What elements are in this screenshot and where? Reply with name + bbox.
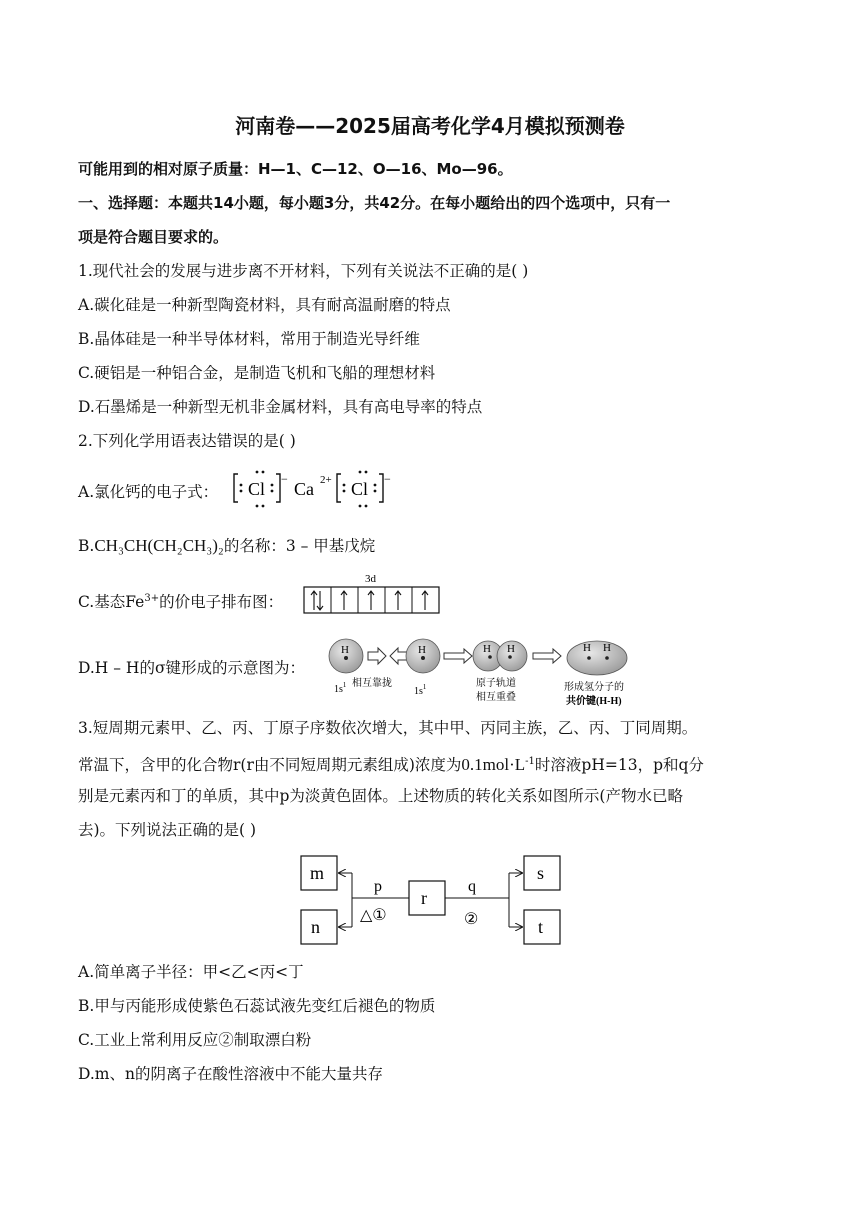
- ca-charge: 2+: [320, 474, 332, 486]
- q2-option-d: D.H – H的σ键形成的示意图为：: [78, 659, 306, 677]
- overlap-label-1: 原子轨道: [476, 678, 516, 689]
- approach-label: 相互靠拢: [352, 678, 392, 689]
- q2-option-a: [78, 481, 218, 503]
- label-q: q: [468, 878, 476, 895]
- h-label-4: H: [507, 643, 515, 655]
- box-t: t: [538, 917, 544, 937]
- label-cond2: ②: [464, 911, 479, 928]
- fe-3d-orbital-diagram: [302, 570, 442, 616]
- q2-option-b-suffix: 的名称：3 – 甲基戊烷: [223, 537, 376, 555]
- bond-label-1: 形成氢分子的: [564, 682, 624, 693]
- h-label-5: H: [583, 642, 591, 654]
- q2-option-c-suffix: 的价电子排布图：: [159, 593, 284, 612]
- q2-stem: 2.下列化学用语表达错误的是( ): [78, 432, 296, 450]
- sigma-bond-diagram: [326, 628, 656, 708]
- q3-line1: 3.短周期元素甲、乙、丙、丁原子序数依次增大，其中甲、丙同主族，乙、丙、丁同周期。: [78, 719, 698, 737]
- q1-option-a: A.碳化硅是一种新型陶瓷材料，具有耐高温耐磨的特点: [78, 296, 451, 314]
- q3-option-a: A.简单离子半径：甲<乙<丙<丁: [78, 963, 304, 981]
- cl-symbol-1: Cl: [248, 479, 266, 499]
- q3-line4: 去)。下列说法正确的是( ): [78, 821, 257, 839]
- q2-option-c: [78, 588, 283, 613]
- q3-concentration: 0.1mol·L: [461, 755, 526, 775]
- q2-option-c-prefix: C.基态Fe: [78, 593, 145, 612]
- q3-conversion-diagram: [296, 852, 566, 952]
- orbital-label-3d: 3d: [365, 573, 376, 585]
- ca-symbol: Ca: [294, 479, 314, 499]
- q3-line2: [78, 751, 704, 776]
- fe-charge: 3+: [144, 593, 160, 604]
- q3-option-c: C.工业上常利用反应②制取漂白粉: [78, 1031, 312, 1049]
- section1-line2: 项是符合题目要求的。: [78, 228, 229, 246]
- section1-line1: 一、选择题：本题共14小题，每小题3分，共42分。在每小题给出的四个选项中，只有一: [78, 194, 671, 212]
- q1-stem: 1.现代社会的发展与进步离不开材料，下列有关说法不正确的是( ): [78, 262, 529, 280]
- box-m: m: [310, 863, 325, 883]
- q1-option-b: B.晶体硅是一种半导体材料，常用于制造光导纤维: [78, 330, 420, 348]
- q3-option-b: B.甲与丙能形成使紫色石蕊试液先变红后褪色的物质: [78, 997, 436, 1015]
- orbital-1s-2: $1s^1$: [414, 683, 427, 697]
- page-title: 河南卷——2025届高考化学4月模拟预测卷: [235, 114, 625, 138]
- q2-option-b-prefix: B.: [78, 537, 95, 555]
- cl-symbol-2: Cl: [351, 479, 369, 499]
- box-r: r: [421, 888, 427, 908]
- h-label-3: H: [483, 643, 491, 655]
- q3-line2a: 常温下，含甲的化合物r(r由不同短周期元素组成)浓度为: [78, 756, 462, 775]
- q2-option-b-formula: CH₃CH(CH₂CH₃)₂: [94, 536, 224, 555]
- q1-option-d: D.石墨烯是一种新型无机非金属材料，具有高电导率的特点: [78, 398, 483, 416]
- cacl2-electron-formula: [226, 464, 406, 512]
- h-label-1: H: [341, 644, 349, 656]
- label-p: p: [374, 878, 382, 895]
- q3-concentration-exp: -1: [525, 756, 535, 767]
- atomic-mass-note: 可能用到的相对原子质量：H—1、C—12、O—16、Mo—96。: [78, 160, 513, 178]
- h-label-2: H: [418, 644, 426, 656]
- box-n: n: [311, 917, 320, 937]
- q3-line2d: 时溶液pH=13，p和q分: [534, 756, 704, 775]
- label-cond1: △①: [360, 907, 387, 924]
- q2-option-b: [78, 535, 375, 557]
- cl-charge-2: −: [384, 472, 391, 486]
- orbital-1s-1: $1s^1$: [334, 681, 347, 695]
- overlap-label-2: 相互重叠: [476, 692, 516, 703]
- q3-line3: 别是元素丙和丁的单质，其中p为淡黄色固体。上述物质的转化关系如图所示(产物水已略: [78, 787, 683, 805]
- bond-label-2: 共价键(H-H): [566, 696, 622, 707]
- box-s: s: [537, 863, 545, 883]
- q3-option-d: D.m、n的阴离子在酸性溶液中不能大量共存: [78, 1065, 383, 1083]
- cl-charge-1: −: [281, 472, 288, 486]
- q2-option-a-prefix: A.氯化钙的电子式：: [78, 483, 219, 501]
- q1-option-c: C.硬铝是一种铝合金，是制造飞机和飞船的理想材料: [78, 364, 436, 382]
- h-label-6: H: [603, 642, 611, 654]
